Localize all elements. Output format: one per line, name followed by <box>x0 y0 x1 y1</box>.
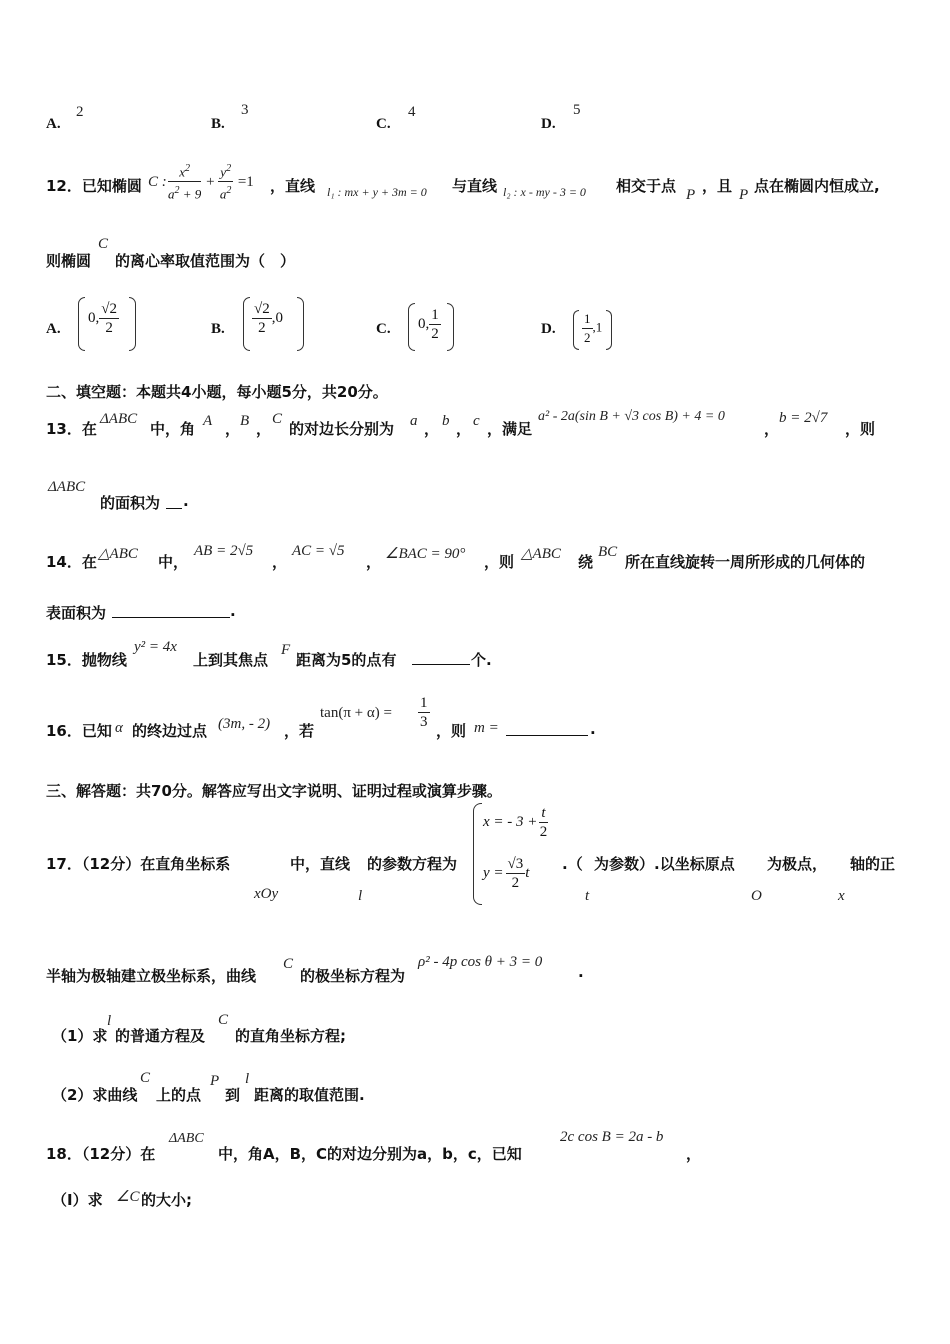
q14-text-5: 所在直线旋转一周所形成的几何体的 <box>625 553 866 571</box>
q15-text-2: 上到其焦点 <box>193 651 269 669</box>
q17-system-brace <box>473 803 482 905</box>
q17-C: C <box>283 956 294 972</box>
q13-triangle-2: ΔABC <box>48 479 86 495</box>
q14-text-6: 表面积为 <box>46 604 107 622</box>
q13-answer-blank[interactable] <box>166 494 182 509</box>
q12-option-b-label: B. <box>211 321 225 337</box>
q12-text-1: 12．已知椭圆 <box>46 177 142 195</box>
q13-text-4: ，满足 <box>487 420 533 438</box>
q17-part1-text-c: 的直角坐标方程; <box>235 1027 346 1045</box>
q18-text-3: ， <box>686 1145 702 1163</box>
q18-text-2: 中，角A，B，C的对边分别为a，b，c，已知 <box>218 1145 522 1163</box>
q17-text-9: 的极坐标方程为 <box>300 967 406 985</box>
q16-fraction <box>418 694 430 731</box>
q14-triangle: △ABC <box>98 546 138 562</box>
q14-text-2: 中， <box>158 553 189 571</box>
q18-part1-text-b: 的大小; <box>141 1191 192 1209</box>
section2-heading: 二、填空题：本题共4小题，每小题5分，共20分。 <box>46 383 388 401</box>
q12-option-c-label: C. <box>376 321 391 337</box>
q16-text-2: 的终边过点 <box>132 722 208 740</box>
q17-text-5: 为参数）.以坐标原点 <box>594 855 735 873</box>
q17-text-2: 中，直线 <box>290 855 351 873</box>
q16-fraction-denominator: 3 <box>420 714 428 730</box>
q14-comma-2: ， <box>366 553 382 571</box>
q17-part2-text-a: （2）求曲线 <box>52 1086 138 1104</box>
q14-text-1: 14．在 <box>46 553 97 571</box>
q12-option-a-value: 0, $\frac{√2}{2}$ <box>88 301 117 336</box>
q16-alpha: α <box>115 720 123 736</box>
q12-option-a-close-paren <box>129 297 136 351</box>
q12-option-b-close-paren <box>297 297 304 351</box>
q14-ab: AB = 2√5 <box>194 543 254 559</box>
option-b-value: 3 <box>241 102 249 118</box>
q12-text-meet: 相交于点 <box>616 177 677 195</box>
q15-F: F <box>281 642 291 658</box>
q17-text-4: .（ <box>562 855 583 873</box>
q13-equation: a² - 2a(sin B + √3 cos B) + 4 = 0 <box>538 409 725 424</box>
option-b-label: B. <box>211 116 225 132</box>
q18-equation: 2c cos B = 2a - b <box>560 1129 664 1145</box>
q12-option-c-open-paren <box>408 303 415 351</box>
q12-ellipse-equation: $\frac{x^2}{a^2 + 9}$ + $\frac{y^2}{a^2}$ =1 <box>168 160 254 204</box>
q12-option-d-label: D. <box>541 321 556 337</box>
q16-text-1: 16．已知 <box>46 722 112 740</box>
q12-c-label: C : <box>148 174 167 190</box>
q16-m: m = <box>474 720 499 736</box>
q12-line-l2: l₂ : x - my - 3 = 0 <box>503 185 586 199</box>
q12-text-inside: 点在椭圆内恒成立, <box>754 177 880 195</box>
q16-text-3: ，若 <box>284 722 315 740</box>
q16-period: . <box>590 720 596 738</box>
q17-part1-l: l <box>107 1013 112 1029</box>
q17-t: t <box>585 888 590 904</box>
q15-equation: y² = 4x <box>134 639 177 655</box>
q17-part1-text-a: （1）求 <box>52 1027 108 1045</box>
q13-text-6: 的面积为 <box>100 494 161 512</box>
q17-part1-C: C <box>218 1012 229 1028</box>
q12-option-d-value: $\frac{1}{2}$ ,1 <box>584 311 603 345</box>
q12-c2: C <box>98 236 109 252</box>
q13-comma-4: ， <box>456 420 472 438</box>
q12-option-a-label: A. <box>46 321 61 337</box>
q16-text-4: ，则 <box>436 722 467 740</box>
q12-text-and2: ，且 <box>702 177 733 195</box>
q13-triangle: ΔABC <box>100 411 138 427</box>
q15-text-3: 距离为5的点有 <box>296 651 397 669</box>
q14-angle: ∠BAC = 90° <box>385 546 466 562</box>
q12-text-2: 则椭圆 <box>46 252 92 270</box>
q14-answer-blank[interactable] <box>112 603 230 618</box>
q13-comma-5: ， <box>764 420 780 438</box>
option-a-label: A. <box>46 116 61 132</box>
q16-tan: tan(π + α) = <box>320 705 392 721</box>
q17-part2-P: P <box>210 1073 220 1089</box>
q17-xoy: xOy <box>254 886 279 902</box>
q17-text-3: 的参数方程为 <box>367 855 458 873</box>
q14-text-4: 绕 <box>578 553 594 571</box>
q14-comma-1: ， <box>272 553 288 571</box>
q12-text-and: 与直线 <box>452 177 498 195</box>
q17-part2-text-b: 上的点 <box>156 1086 202 1104</box>
q17-text-8: 半轴为极轴建立极坐标系，曲线 <box>46 967 257 985</box>
q13-b: b <box>442 413 450 429</box>
q17-text-1: 17．（12分）在直角坐标系 <box>46 855 231 873</box>
q17-part2-l: l <box>245 1071 250 1087</box>
q12-option-a-open-paren <box>78 297 85 351</box>
q16-fraction-numerator: 1 <box>420 695 428 711</box>
q17-l: l <box>358 888 363 904</box>
q12-option-d-open-paren <box>573 310 579 350</box>
q18-triangle: ΔABC <box>169 1131 204 1146</box>
q13-c: c <box>473 413 480 429</box>
q13-comma-2: ， <box>256 420 272 438</box>
q12-text-line: ，直线 <box>270 177 316 195</box>
q17-O: O <box>751 888 762 904</box>
q17-system-y: y = $\frac{√3}{2}$ t <box>483 856 530 891</box>
q13-comma-1: ， <box>225 420 241 438</box>
q12-point-p2: P <box>739 187 749 203</box>
q17-polar-equation: ρ² - 4p cos θ + 3 = 0 <box>418 954 543 970</box>
q17-dot: . <box>578 963 584 981</box>
option-a-value: 2 <box>76 104 84 120</box>
option-c-label: C. <box>376 116 391 132</box>
q17-text-6: 为极点， <box>767 855 828 873</box>
q12-line-l1: l₁ : mx + y + 3m = 0 <box>327 185 427 199</box>
q13-B: B <box>240 413 250 429</box>
q17-system-x: x = - 3 + $\frac{t}{2}$ <box>483 805 548 840</box>
q17-x: x <box>838 888 845 904</box>
q15-answer-blank[interactable] <box>412 650 470 665</box>
q18-part1-text-a: （Ⅰ）求 <box>52 1191 103 1209</box>
q14-period: . <box>230 602 236 620</box>
q17-part1-text-b: 的普通方程及 <box>115 1027 206 1045</box>
q13-text-5: ，则 <box>845 420 876 438</box>
q14-text-3: ，则 <box>484 553 515 571</box>
q12-option-c-value: 0, $\frac{1}{2}$ <box>418 307 439 342</box>
q13-C: C <box>272 411 283 427</box>
q12-text-3: 的离心率取值范围为（ ） <box>115 252 296 270</box>
option-d-value: 5 <box>573 102 581 118</box>
q16-answer-blank[interactable] <box>506 721 588 736</box>
q13-text-2: 中，角 <box>150 420 196 438</box>
q14-triangle-2: △ABC <box>521 546 561 562</box>
q13-b-equation: b = 2√7 <box>779 410 828 426</box>
q17-part2-text-d: 距离的取值范围. <box>254 1086 365 1104</box>
q12-option-d-close-paren <box>606 310 612 350</box>
option-c-value: 4 <box>408 104 416 120</box>
q18-text-1: 18．（12分）在 <box>46 1145 156 1163</box>
q15-text-4: 个. <box>471 651 492 669</box>
q14-ac: AC = √5 <box>292 543 345 559</box>
q13-a: a <box>410 413 418 429</box>
q15-text-1: 15．抛物线 <box>46 651 127 669</box>
q12-option-b-value: $\frac{√2}{2}$ ,0 <box>254 301 283 336</box>
q16-point: (3m, - 2) <box>218 716 271 732</box>
q14-bc: BC <box>598 544 618 560</box>
option-d-label: D. <box>541 116 556 132</box>
q13-period: . <box>183 492 189 510</box>
section3-heading: 三、解答题：共70分。解答应写出文字说明、证明过程或演算步骤。 <box>46 782 502 800</box>
q17-part2-text-c: 到 <box>225 1086 241 1104</box>
q13-comma-3: ， <box>424 420 440 438</box>
q12-point-p: P <box>686 187 696 203</box>
q17-part2-C: C <box>140 1070 151 1086</box>
q13-A: A <box>203 413 213 429</box>
q13-text-3: 的对边长分别为 <box>289 420 395 438</box>
q12-option-b-open-paren <box>243 297 250 351</box>
q18-angle-C: ∠C <box>116 1189 140 1205</box>
q13-text-1: 13．在 <box>46 420 97 438</box>
q17-text-7: 轴的正 <box>850 855 896 873</box>
q12-option-c-close-paren <box>447 303 454 351</box>
